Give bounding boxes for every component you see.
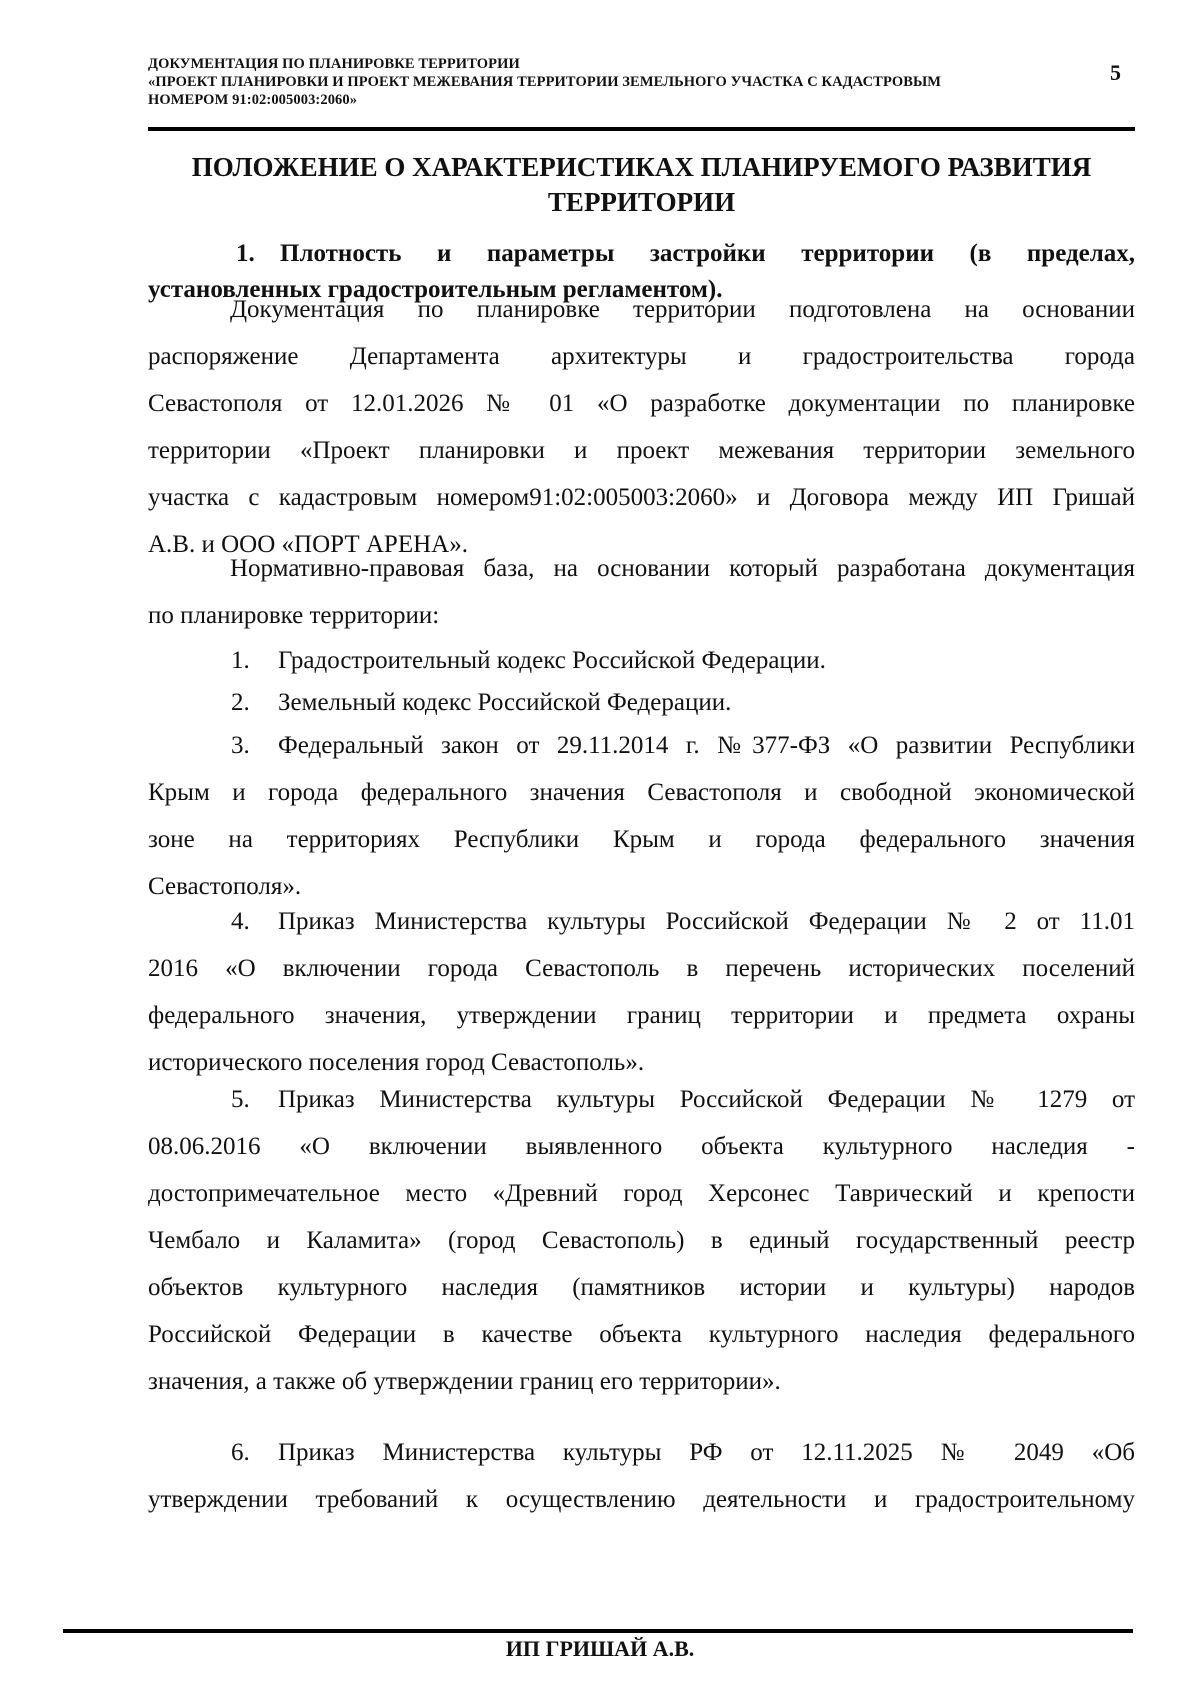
section-heading-line-2: установленных градостроительным регламентом). [148, 276, 723, 303]
list-item-text: Крым и города федерального значения Севастополя и свободной экономической [148, 779, 1135, 806]
section-heading-line-1: Плотность и параметры застройки территории (в пределах, [280, 240, 1135, 267]
list-item-6 [148, 1429, 1135, 1523]
list-item-text: Федеральный закон от 29.11.2014 г. №377-ФЗ «О развитии Республики [278, 732, 1135, 759]
document-header [148, 55, 1068, 109]
header-line-3: НОМЕРОМ 91:02:005003:2060» [148, 92, 358, 108]
list-item-text: Чембало и Каламита» (город Севастополь) в единый государственный реестр [148, 1227, 1135, 1254]
title-line-1: ПОЛОЖЕНИЕ О ХАРАКТЕРИСТИКАХ ПЛАНИРУЕМОГО РАЗВИТИЯ [191, 152, 1092, 182]
list-item-text: федерального значения, утверждении границ территории и предмета охраны [148, 1002, 1135, 1029]
list-item-text: зоне на территориях Республики Крым и города федерального значения [148, 826, 1135, 853]
list-number: 2. [231, 689, 250, 716]
list-number: 3. [231, 732, 250, 759]
paragraph-line: Нормативно-правовая база, на основании который разработана документация [230, 555, 1135, 582]
paragraph-line: территории «Проект планировки и проект межевания территории земельного [148, 437, 1135, 464]
paragraph-line: Севастополя от 12.01.2026 № 01 «О разработке документации по планировке [148, 390, 1135, 417]
list-number: 4. [231, 908, 250, 935]
list-item-text: Земельный кодекс Российской Федерации. [278, 689, 732, 716]
section-number: 1. [236, 240, 255, 267]
title-line-2: ТЕРРИТОРИИ [547, 187, 736, 217]
paragraph-basis [148, 286, 1135, 568]
list-item-text: объектов культурного наследия (памятников истории и культуры) народов [148, 1274, 1135, 1301]
list-number: 5. [231, 1086, 250, 1113]
list-item-text: Приказ Министерства культуры Российской Федерации № 2 от 11.01 [278, 908, 1135, 935]
footer-divider [63, 1629, 1133, 1633]
paragraph-line: Документация по планировке территории подготовлена на основании [230, 296, 1135, 323]
list-item-3 [148, 722, 1135, 910]
header-divider [148, 127, 1135, 131]
footer-author: ИП ГРИШАЙ А.В. [505, 1636, 695, 1661]
list-item-text: достопримечательное место «Древний город Херсонес Таврический и крепости [148, 1180, 1135, 1207]
header-line-2: «ПРОЕКТ ПЛАНИРОВКИ И ПРОЕКТ МЕЖЕВАНИЯ ТЕРРИТОРИИ ЗЕМЕЛЬНОГО УЧАСТКА С КАДАСТРОВЫМ [148, 74, 942, 90]
paragraph-line: распоряжение Департамента архитектуры и градостроительства города [148, 343, 1135, 370]
list-item-4 [148, 898, 1135, 1086]
list-item-text: 2016 «О включении города Севастополь в перечень исторических поселений [148, 955, 1135, 982]
list-item-text: Севастополя». [148, 873, 302, 900]
list-item-text: Российской Федерации в качестве объекта культурного наследия федерального [148, 1321, 1135, 1348]
list-item-2 [148, 679, 1135, 726]
list-item-1 [148, 637, 1135, 684]
list-number: 6. [231, 1439, 250, 1466]
list-number: 1. [231, 647, 250, 674]
paragraph-line: участка с кадастровым номером91:02:005003:2060» и Договора между ИП Гришай [148, 484, 1135, 511]
list-item-text: значения, а также об утверждении границ его территории». [148, 1368, 781, 1395]
header-line-1: ДОКУМЕНТАЦИЯ ПО ПЛАНИРОВКЕ ТЕРРИТОРИИ [148, 56, 520, 72]
page-title [148, 150, 1135, 220]
paragraph-line: по планировке территории: [148, 602, 440, 629]
list-item-text: Градостроительный кодекс Российской Федерации. [278, 647, 826, 674]
list-item-5 [148, 1076, 1135, 1405]
page-number: 5 [1110, 60, 1121, 85]
list-item-text: исторического поселения город Севастополь». [148, 1049, 645, 1076]
paragraph-line: А.В. и ООО «ПОРТ АРЕНА». [148, 531, 468, 558]
list-item-text: Приказ Министерства культуры Российской Федерации № 1279 от [278, 1086, 1135, 1113]
list-item-text: утверждении требований к осуществлению деятельности и градостроительному [148, 1486, 1135, 1513]
paragraph-legal-base [148, 545, 1135, 639]
list-item-text: 08.06.2016 «О включении выявленного объекта культурного наследия - [148, 1133, 1135, 1160]
list-item-text: Приказ Министерства культуры РФ от 12.11.2025 № 2049 «Об [278, 1439, 1135, 1466]
